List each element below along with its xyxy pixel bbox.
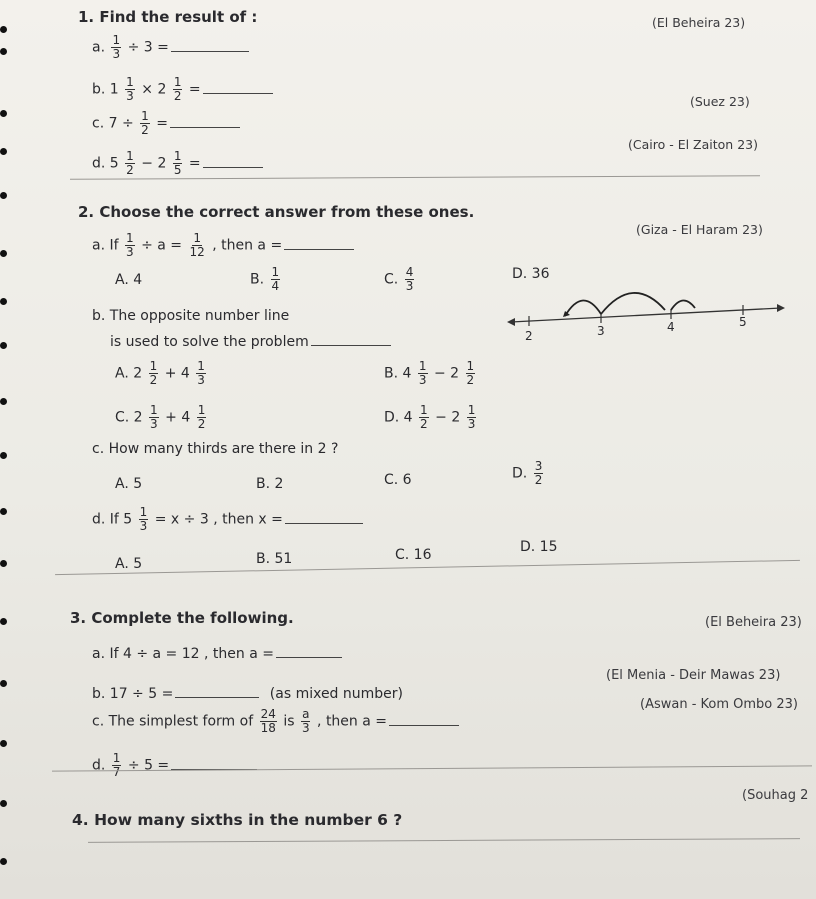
binder-dot [0, 192, 7, 199]
tick-label: 4 [667, 320, 675, 334]
q3-item-a: a. If 4 ÷ a = 12 , then a = [92, 646, 342, 662]
q2c-option-a: A. 5 [115, 476, 143, 492]
binder-dot [0, 618, 7, 625]
q2-title: 2. Choose the correct answer from these ones. [78, 203, 475, 221]
q1-item-a: a. $\frac{1}{3}$ ÷ 3 = [92, 34, 249, 61]
binder-dot [0, 110, 7, 117]
q1-title: 1. Find the result of : [78, 8, 258, 26]
binder-dot [0, 858, 7, 865]
q3-item-b: b. 17 ÷ 5 = (as mixed number) [92, 686, 403, 702]
q2-item-b-line2: is used to solve the problem [110, 334, 391, 350]
q2a-option-c: C. $\frac{4}{3}$ [384, 265, 414, 293]
q1-item-d: d. 5 $\frac{1}{2}$ − 2 $\frac{1}{5}$ = [92, 150, 263, 177]
q1-source-2: (Suez 23) [690, 94, 750, 109]
binder-dot [0, 800, 7, 807]
tick-label: 5 [739, 315, 747, 329]
binder-dot [0, 48, 7, 55]
number-line-diagram [505, 278, 790, 348]
q3-source-a: (El Beheira 23) [705, 615, 802, 630]
q2c-option-b: B. 2 [256, 476, 284, 492]
tick-label: 2 [525, 329, 533, 343]
q1-source-1: (El Beheira 23) [652, 15, 746, 30]
separator-line [88, 838, 800, 843]
binder-dot [0, 398, 7, 405]
binder-dot [0, 298, 7, 305]
q4-title: 4. How many sixths in the number 6 ? [72, 811, 403, 829]
binder-dot [0, 342, 7, 349]
q2a-option-b: B. $\frac{1}{4}$ [250, 265, 280, 293]
binder-dot [0, 250, 7, 257]
q2d-option-b: B. 51 [256, 551, 293, 567]
q2b-option-c: C. 2 $\frac{1}{3}$ + 4 $\frac{1}{2}$ [115, 403, 206, 431]
q2b-option-a: A. 2 $\frac{1}{2}$ + 4 $\frac{1}{3}$ [115, 359, 205, 387]
q1-item-b: b. 1 $\frac{1}{3}$ × 2 $\frac{1}{2}$ = [92, 76, 273, 103]
q2-item-a: a. If $\frac{1}{3}$ ÷ a = $\frac{1}{12}$ , then a = [92, 232, 354, 259]
q4-source: (Souhag 2 [742, 788, 809, 803]
q2-item-b-line1: b. The opposite number line [92, 308, 290, 324]
q2c-option-c: C. 6 [384, 472, 412, 488]
q3-source-c: (Aswan - Kom Ombo 23) [640, 697, 799, 712]
binder-dot [0, 740, 7, 747]
q2-item-d: d. If 5 $\frac{1}{3}$ = x ÷ 3 , then x = [92, 506, 363, 533]
tick-label: 3 [597, 324, 605, 338]
q3-source-b: (El Menia - Deir Mawas 23) [606, 668, 781, 683]
q1-item-c: c. 7 ÷ $\frac{1}{2}$ = [92, 110, 240, 137]
q2-source: (Giza - El Haram 23) [636, 222, 763, 237]
q2-item-c: c. How many thirds are there in 2 ? [92, 441, 339, 457]
q3-item-c: c. The simplest form of $\frac{24}{18}$ is $\frac{a}{3}$ , then a = [92, 708, 459, 735]
q2b-option-b: B. 4 $\frac{1}{3}$ − 2 $\frac{1}{2}$ [384, 359, 475, 387]
q2d-option-a: A. 5 [115, 556, 143, 572]
q2a-option-d: D. 36 [512, 266, 550, 282]
binder-dot [0, 508, 7, 515]
q3-title: 3. Complete the following. [70, 609, 294, 627]
binder-dot [0, 26, 7, 33]
q1-source-3: (Cairo - El Zaiton 23) [628, 137, 758, 152]
q2d-option-c: C. 16 [395, 547, 432, 563]
q2c-option-d: D. $\frac{3}{2}$ [512, 459, 543, 487]
binder-dot [0, 452, 7, 459]
binder-dot [0, 680, 7, 687]
binder-dot [0, 148, 7, 155]
q2d-option-d: D. 15 [520, 539, 558, 555]
q2a-option-a: A. 4 [115, 272, 143, 288]
q3-item-d: d. $\frac{1}{7}$ ÷ 5 = [92, 752, 257, 779]
q2b-option-d: D. 4 $\frac{1}{2}$ − 2 $\frac{1}{3}$ [384, 403, 476, 431]
binder-dot [0, 560, 7, 567]
